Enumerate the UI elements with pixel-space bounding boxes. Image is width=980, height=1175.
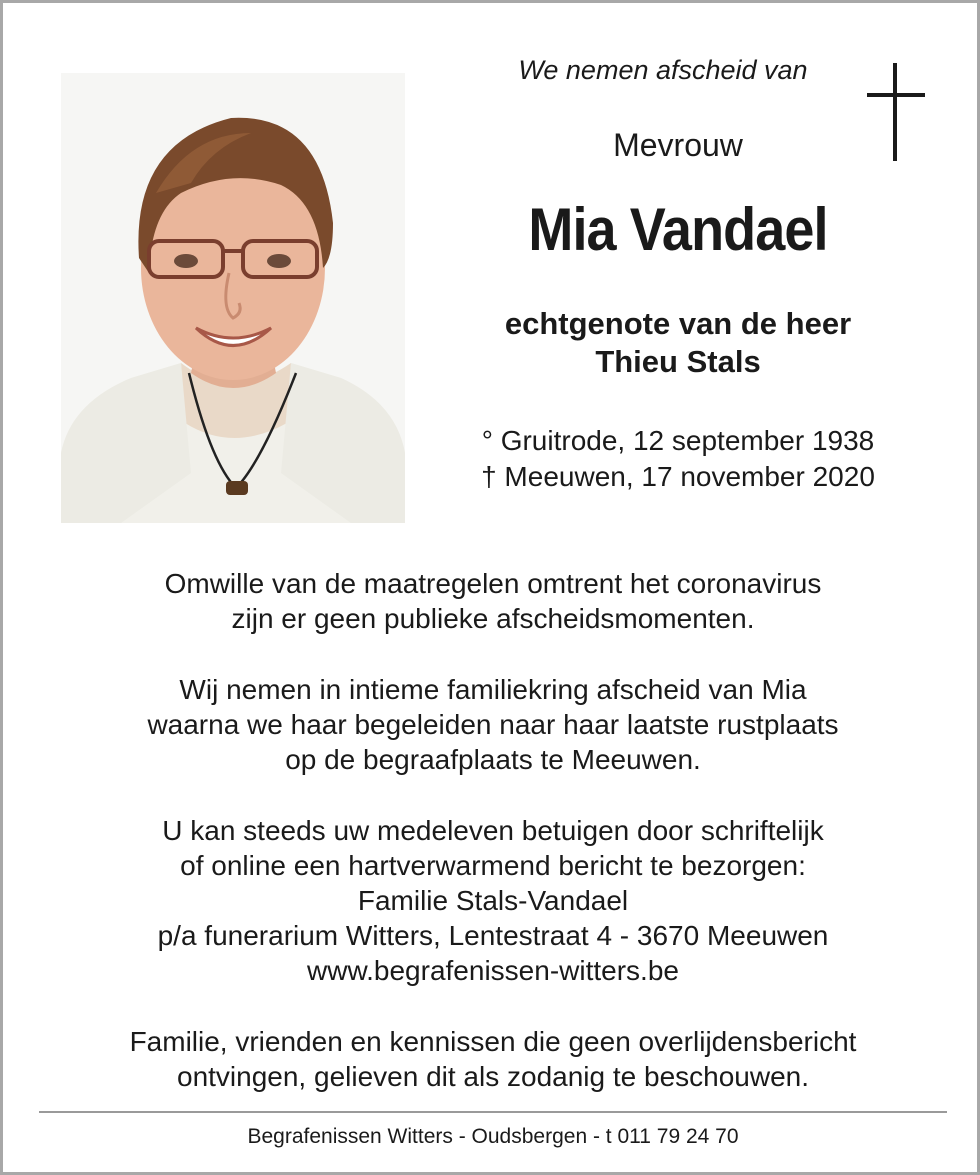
death-date: † Meeuwen, 17 november 2020 (481, 461, 875, 492)
life-dates (433, 423, 923, 495)
text-line: of online een hartverwarmend bericht te bezorgen: (180, 850, 806, 881)
text-line: op de begraafplaats te Meeuwen. (285, 744, 701, 775)
intro-text: We nemen afscheid van (518, 55, 808, 85)
text-line: ontvingen, gelieven dit als zodanig te beschouwen. (177, 1061, 809, 1092)
spouse-info (433, 305, 923, 381)
paragraph-corona (43, 566, 943, 636)
spouse-line-1: echtgenote van de heer (504, 306, 852, 341)
footer-text: Begrafenissen Witters - Oudsbergen - t 011 79 24 70 (247, 1125, 739, 1148)
deceased-name: Mia Vandael (528, 196, 828, 263)
family-name: Familie Stals-Vandael (357, 885, 629, 916)
address-line: p/a funerarium Witters, Lentestraat 4 - 3670 Meeuwen (157, 920, 829, 951)
text-line: zijn er geen publieke afscheidsmomenten. (231, 603, 755, 634)
text-line: Omwille van de maatregelen omtrent het coronavirus (164, 568, 822, 599)
honorific: Mevrouw (613, 127, 743, 163)
birth-date: ° Gruitrode, 12 september 1938 (481, 425, 875, 456)
text-line: Familie, vrienden en kennissen die geen overlijdensbericht (129, 1026, 857, 1057)
text-line: Wij nemen in intieme familiekring afscheid van Mia (179, 674, 807, 705)
paragraph-farewell (43, 672, 943, 777)
paragraph-condolences (43, 813, 943, 988)
spouse-name: Thieu Stals (595, 344, 761, 379)
portrait-photo (61, 73, 405, 523)
footer-divider (39, 1111, 947, 1113)
website-link[interactable]: www.begrafenissen-witters.be (307, 955, 679, 986)
text-line: U kan steeds uw medeleven betuigen door schriftelijk (162, 815, 824, 846)
text-line: waarna we haar begeleiden naar haar laatste rustplaats (147, 709, 839, 740)
paragraph-notice (43, 1024, 943, 1094)
